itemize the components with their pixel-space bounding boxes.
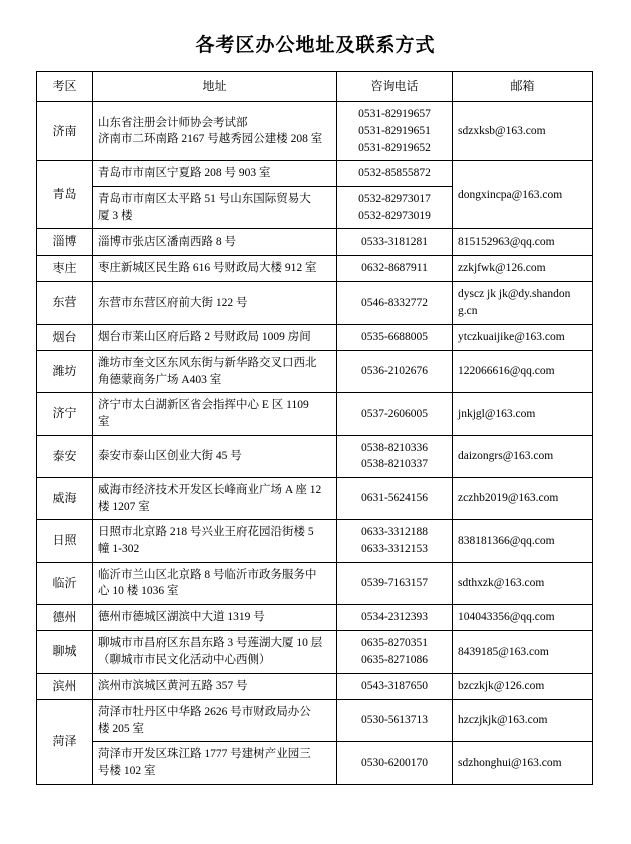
cell-address [93,324,337,350]
cell-address [93,102,337,161]
cell-region: 青岛 [37,161,93,229]
cell-region: 烟台 [37,324,93,350]
cell-phone [337,350,453,392]
cell-address-line: 济南市二环南路 2167 号越秀园公建楼 208 室 [98,133,323,146]
cell-email-line: sdzxksb@163.com [458,125,546,138]
cell-phone [337,229,453,255]
cell-region: 淄博 [37,229,93,255]
cell-phone-line: 0530-6200170 [360,756,429,769]
cell-region: 威海 [37,477,93,519]
cell-email-line: hzczjkjk@163.com [458,714,548,727]
table-row [37,477,593,519]
cell-address [93,350,337,392]
cell-address-line: 威海市经济技术开发区长峰商业广场 A 座 12 [98,483,322,496]
cell-address [93,631,337,673]
table-row [37,350,593,392]
cell-email-line: 104043356@qq.com [458,611,555,624]
cell-email-line: dongxincpa@163.com [458,188,563,201]
cell-address [93,742,337,784]
cell-address-line: 菏泽市开发区珠江路 1777 号建树产业园三 [98,748,311,761]
cell-phone-line: 0538-8210336 [360,441,429,454]
cell-phone-line: 0534-2312393 [360,611,429,624]
cell-address [93,700,337,742]
cell-email [453,282,593,324]
cell-address-line: 号楼 102 室 [98,765,156,778]
cell-phone-line: 0635-8270351 [360,637,429,650]
cell-address-line: 青岛市市南区宁夏路 208 号 903 室 [98,167,271,180]
cell-address-line: 日照市北京路 218 号兴业王府花园沿街楼 5 [98,526,314,539]
cell-phone-line: 0531-82919657 [358,108,431,121]
cell-address-line: （聊城市市民文化活动中心西侧） [98,654,271,667]
column-header-address: 地址 [93,72,337,102]
cell-phone-line: 0539-7163157 [360,576,429,589]
cell-address [93,673,337,699]
cell-region: 日照 [37,520,93,562]
cell-phone [337,187,453,229]
table-row [37,393,593,435]
table-row [37,700,593,742]
cell-email-line: 815152963@qq.com [458,235,555,248]
cell-email-line: dyscz jk jk@dy.shandon [458,288,571,301]
cell-address [93,393,337,435]
cell-region: 济宁 [37,393,93,435]
cell-address-line: 东营市东营区府前大街 122 号 [98,296,248,309]
cell-address-line: 聊城市市昌府区东昌东路 3 号莲湖大厦 10 层 [98,637,323,650]
table-row [37,520,593,562]
cell-phone-line: 0538-8210337 [360,458,429,471]
table-row [37,282,593,324]
cell-email-line: 122066616@qq.com [458,365,555,378]
cell-address [93,282,337,324]
column-header-email: 邮箱 [453,72,593,102]
cell-phone-line: 0633-3312188 [360,526,429,539]
cell-email [453,161,593,229]
cell-email [453,477,593,519]
column-header-region: 考区 [37,72,93,102]
cell-phone-line: 0532-82973017 [358,193,431,206]
cell-phone-line: 0530-5613713 [360,714,429,727]
cell-email [453,102,593,161]
cell-email [453,742,593,784]
cell-phone-line: 0532-85855872 [358,167,431,180]
cell-address-line: 潍坊市奎文区东风东街与新华路交叉口西北 [98,356,317,369]
cell-address-line: 幢 1-302 [98,542,140,555]
cell-address [93,605,337,631]
cell-email-line: 8439185@163.com [458,645,549,658]
cell-address-line: 楼 205 室 [98,722,144,735]
cell-address [93,161,337,187]
cell-address-line: 角德蒙商务广场 A403 室 [98,373,222,386]
cell-email [453,255,593,281]
cell-phone [337,255,453,281]
table-row [37,161,593,187]
cell-address-line: 心 10 楼 1036 室 [98,585,179,598]
cell-phone-line: 0537-2606005 [360,407,429,420]
cell-phone [337,161,453,187]
column-header-phone: 咨询电话 [337,72,453,102]
cell-address-line: 淄博市张店区潘南西路 8 号 [98,235,236,248]
cell-phone-line: 0532-82973019 [358,209,431,222]
cell-region: 临沂 [37,562,93,604]
cell-phone-line: 0536-2102676 [360,365,429,378]
cell-address-line: 枣庄新城区民生路 616 号财政局大楼 912 室 [98,262,317,275]
cell-phone-line: 0531-82919651 [358,125,431,138]
cell-email [453,324,593,350]
table-row [37,435,593,477]
cell-address [93,477,337,519]
cell-phone [337,631,453,673]
cell-email-line: zzkjfwk@126.com [458,262,546,275]
cell-address-line: 山东省注册会计师协会考试部 [98,116,248,129]
cell-phone [337,477,453,519]
cell-email [453,673,593,699]
cell-phone-line: 0632-8687911 [361,262,428,275]
cell-address [93,255,337,281]
cell-address [93,562,337,604]
cell-address [93,520,337,562]
cell-address-line: 济宁市太白湖新区省会指挥中心 E 区 1109 [98,399,309,412]
cell-region: 东营 [37,282,93,324]
cell-address-line: 厦 3 楼 [98,209,133,222]
cell-address-line: 滨州市滨城区黄河五路 357 号 [98,680,248,693]
cell-email-line: jnkjgl@163.com [458,407,536,420]
cell-email [453,562,593,604]
cell-phone-line: 0531-82919652 [358,141,431,154]
table-row [37,673,593,699]
cell-address-line: 烟台市莱山区府后路 2 号财政局 1009 房间 [98,330,311,343]
table-row [37,255,593,281]
cell-phone [337,324,453,350]
cell-region: 济南 [37,102,93,161]
page-title: 各考区办公地址及联系方式 [195,35,436,56]
cell-phone [337,605,453,631]
cell-region: 聊城 [37,631,93,673]
cell-email [453,435,593,477]
cell-phone [337,673,453,699]
cell-region: 潍坊 [37,350,93,392]
cell-email [453,631,593,673]
cell-email-line: sdzhonghui@163.com [458,756,562,769]
cell-email-line: sdthxzk@163.com [458,576,545,589]
exam-region-contact-table [36,71,593,785]
cell-email-line: bzczkjk@126.com [458,680,545,693]
cell-address [93,435,337,477]
cell-email-line: 838181366@qq.com [458,534,555,547]
cell-phone [337,282,453,324]
table-row [37,324,593,350]
cell-phone-line: 0546-8332772 [360,296,429,309]
table-row [37,562,593,604]
cell-address [93,187,337,229]
cell-email-line: zczhb2019@163.com [458,492,559,505]
cell-region: 泰安 [37,435,93,477]
cell-phone-line: 0535-6688005 [360,330,429,343]
cell-address-line: 泰安市泰山区创业大街 45 号 [98,449,242,462]
cell-email-line: g.cn [458,304,478,317]
cell-phone [337,520,453,562]
cell-region: 菏泽 [37,700,93,785]
cell-email [453,520,593,562]
cell-address-line: 楼 1207 室 [98,500,150,513]
cell-phone [337,742,453,784]
cell-email [453,229,593,255]
cell-phone-line: 0635-8271086 [360,654,429,667]
cell-email [453,605,593,631]
cell-address-line: 德州市德城区湖滨中大道 1319 号 [98,611,265,624]
cell-address-line: 青岛市市南区太平路 51 号山东国际贸易大 [98,193,311,206]
cell-address [93,229,337,255]
cell-email [453,350,593,392]
cell-phone [337,562,453,604]
cell-email-line: daizongrs@163.com [458,449,554,462]
cell-phone-line: 0533-3181281 [360,235,429,248]
cell-email-line: ytczkuaijike@163.com [458,330,565,343]
table-row [37,742,593,784]
cell-region: 滨州 [37,673,93,699]
cell-address-line: 临沂市兰山区北京路 8 号临沂市政务服务中 [98,568,317,581]
table-header-row [37,72,593,102]
cell-region: 枣庄 [37,255,93,281]
cell-phone [337,393,453,435]
table-body [37,102,593,784]
cell-email [453,393,593,435]
cell-phone [337,102,453,161]
cell-phone-line: 0631-5624156 [360,492,429,505]
cell-region: 德州 [37,605,93,631]
table-row [37,631,593,673]
cell-phone [337,435,453,477]
cell-address-line: 菏泽市牡丹区中华路 2626 号市财政局办公 [98,706,311,719]
cell-phone-line: 0633-3312153 [360,542,429,555]
table-row [37,229,593,255]
cell-phone [337,700,453,742]
cell-phone-line: 0543-3187650 [360,680,429,693]
table-row [37,102,593,161]
table-row [37,605,593,631]
cell-email [453,700,593,742]
cell-address-line: 室 [98,415,110,428]
